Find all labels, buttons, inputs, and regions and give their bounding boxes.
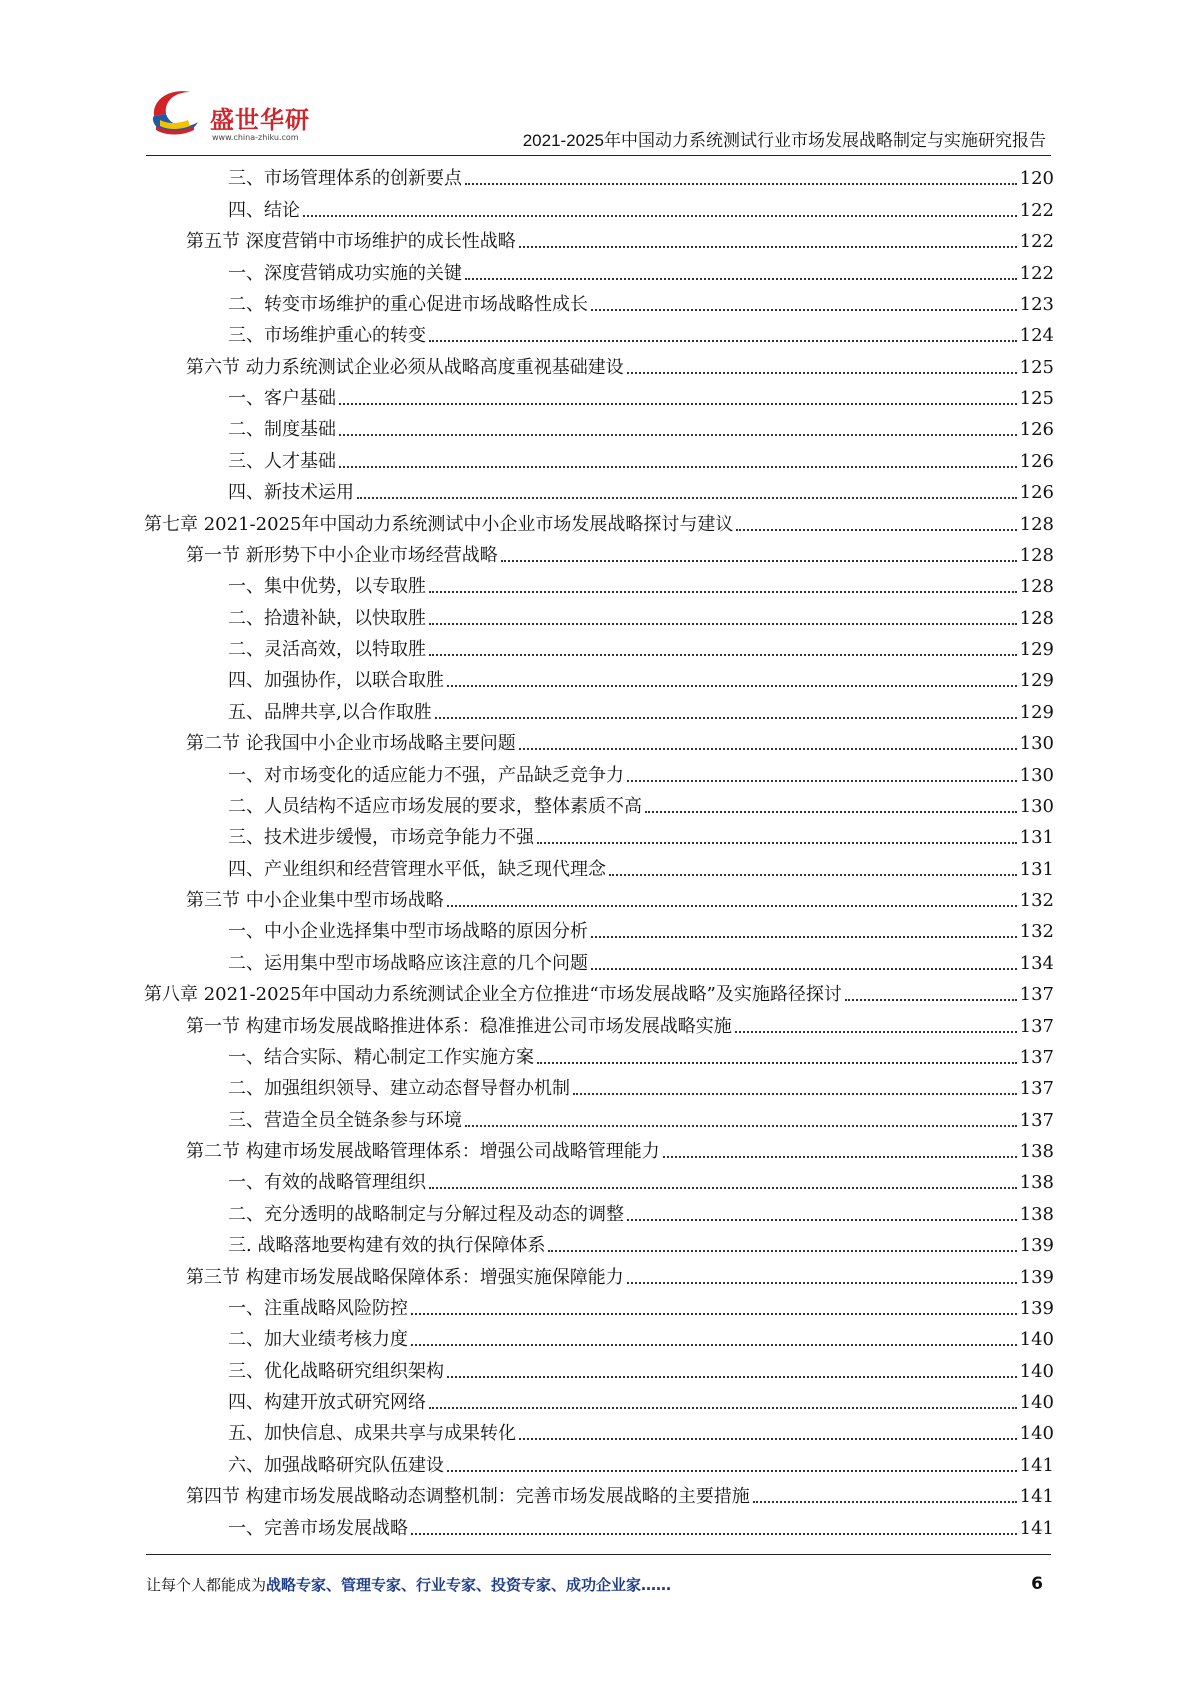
toc-page-number: 130 (1019, 764, 1054, 786)
toc-subsection-entry[interactable] (144, 1290, 1054, 1321)
toc-dot-leader (339, 466, 1017, 468)
toc-entry-title: 第七章 2021-2025年中国动力系统测试中小企业市场发展战略探讨与建议 (144, 513, 734, 535)
toc-dot-leader (591, 309, 1017, 311)
toc-page-number: 137 (1019, 1078, 1054, 1100)
toc-subsection-entry[interactable] (144, 474, 1054, 505)
toc-entry-title: 三、技术进步缓慢，市场竞争能力不强 (228, 827, 534, 849)
toc-page-number: 137 (1019, 984, 1054, 1006)
page-number: 6 (1031, 1574, 1043, 1594)
toc-entry-title: 四、构建开放式研究网络 (228, 1392, 426, 1413)
toc-dot-leader (627, 1219, 1017, 1221)
toc-page-number: 125 (1019, 356, 1054, 378)
toc-subsection-entry[interactable] (144, 599, 1054, 630)
toc-subsection-entry[interactable] (144, 1039, 1054, 1070)
toc-section-entry[interactable] (144, 1258, 1054, 1289)
toc-page-number: 132 (1019, 890, 1054, 911)
toc-dot-leader (465, 1125, 1017, 1127)
toc-entry-title: 二、拾遗补缺，以快取胜 (228, 607, 426, 629)
toc-page-number: 124 (1019, 325, 1054, 347)
toc-page-number: 139 (1019, 1297, 1054, 1319)
toc-entry-title: 第一节 新形势下中小企业市场经营战略 (186, 544, 498, 566)
toc-dot-leader (447, 685, 1017, 687)
toc-page-number: 120 (1019, 168, 1054, 190)
toc-page-number: 129 (1019, 639, 1054, 660)
toc-subsection-entry[interactable] (144, 380, 1054, 411)
toc-page-number: 122 (1019, 199, 1054, 221)
toc-subsection-entry[interactable] (144, 662, 1054, 693)
toc-page-number: 140 (1019, 1329, 1054, 1351)
toc-subsection-entry[interactable] (144, 944, 1054, 975)
toc-subsection-entry[interactable] (144, 819, 1054, 850)
logo-name: 盛世华研 (210, 106, 310, 134)
toc-entry-title: 一、有效的战略管理组织 (228, 1172, 426, 1194)
toc-page-number: 140 (1019, 1360, 1054, 1382)
toc-subsection-entry[interactable] (144, 568, 1054, 599)
toc-dot-leader (663, 1156, 1017, 1158)
toc-subsection-entry[interactable] (144, 1509, 1054, 1540)
toc-dot-leader (645, 811, 1017, 813)
toc-dot-leader (591, 968, 1017, 970)
toc-page-number: 131 (1019, 827, 1054, 849)
toc-page-number: 141 (1019, 1486, 1054, 1508)
toc-entry-title: 四、新技术运用 (228, 482, 354, 504)
toc-page-number: 129 (1019, 701, 1054, 723)
toc-page-number: 125 (1019, 388, 1054, 409)
toc-subsection-entry[interactable] (144, 693, 1054, 724)
toc-entry-title: 二、人员结构不适应市场发展的要求，整体素质不高 (228, 795, 642, 817)
toc-subsection-entry[interactable] (144, 913, 1054, 944)
toc-entry-title: 二、制度基础 (228, 419, 336, 441)
toc-entry-title: 一、完善市场发展战略 (228, 1517, 408, 1539)
toc-subsection-entry[interactable] (144, 1352, 1054, 1383)
toc-subsection-entry[interactable] (144, 1446, 1054, 1477)
toc-section-entry[interactable] (144, 725, 1054, 756)
toc-entry-title: 第三节 中小企业集中型市场战略 (186, 890, 444, 911)
toc-page-number: 122 (1019, 262, 1054, 284)
toc-page-number: 141 (1019, 1517, 1054, 1539)
toc-page-number: 131 (1019, 858, 1054, 880)
toc-entry-title: 一、中小企业选择集中型市场战略的原因分析 (228, 921, 588, 943)
toc-dot-leader (339, 434, 1017, 436)
toc-subsection-entry[interactable] (144, 442, 1054, 473)
toc-page-number: 122 (1019, 231, 1054, 253)
toc-entry-title: 一、客户基础 (228, 388, 336, 409)
table-of-contents (144, 160, 1054, 1541)
toc-entry-title: 二、转变市场维护的重心促进市场战略性成长 (228, 293, 588, 315)
toc-entry-title: 第六节 动力系统测试企业必须从战略高度重视基础建设 (186, 356, 624, 378)
toc-entry-title: 第二节 构建市场发展战略管理体系：增强公司战略管理能力 (186, 1141, 660, 1162)
toc-entry-title: 第二节 论我国中小企业市场战略主要问题 (186, 733, 516, 755)
toc-dot-leader (357, 497, 1017, 499)
toc-page-number: 134 (1019, 952, 1054, 974)
toc-entry-title: 第一节 构建市场发展战略推进体系：稳准推进公司市场发展战略实施 (186, 1015, 732, 1037)
company-logo (146, 84, 316, 146)
toc-dot-leader (537, 842, 1017, 844)
toc-section-entry[interactable] (144, 882, 1054, 913)
toc-dot-leader (735, 1031, 1017, 1033)
toc-entry-title: 二、加强组织领导、建立动态督导督办机制 (228, 1078, 570, 1100)
toc-dot-leader (519, 1438, 1017, 1440)
toc-page-number: 140 (1019, 1392, 1054, 1413)
page-header (146, 84, 1046, 152)
toc-section-entry[interactable] (144, 1478, 1054, 1509)
toc-page-number: 137 (1019, 1046, 1054, 1068)
toc-entry-title: 五、加快信息、成果共享与成果转化 (228, 1423, 516, 1445)
toc-section-entry[interactable] (144, 223, 1054, 254)
toc-dot-leader (736, 529, 1016, 531)
toc-dot-leader (429, 1407, 1017, 1409)
toc-subsection-entry[interactable] (144, 286, 1054, 317)
toc-page-number: 128 (1019, 576, 1054, 598)
toc-page-number: 138 (1019, 1141, 1054, 1162)
toc-dot-leader (339, 403, 1017, 405)
toc-entry-title: 三、市场管理体系的创新要点 (228, 168, 462, 190)
logo-emblem-icon (146, 86, 210, 144)
toc-dot-leader (627, 372, 1017, 374)
toc-entry-title: 四、结论 (228, 199, 300, 221)
toc-entry-title: 三、营造全员全链条参与环境 (228, 1109, 462, 1131)
toc-entry-title: 六、加强战略研究队伍建设 (228, 1454, 444, 1476)
toc-section-entry[interactable] (144, 348, 1054, 379)
toc-dot-leader (609, 874, 1017, 876)
toc-entry-title: 三、市场维护重心的转变 (228, 325, 426, 347)
toc-entry-title: 一、深度营销成功实施的关键 (228, 262, 462, 284)
toc-section-entry[interactable] (144, 537, 1054, 568)
toc-dot-leader (519, 748, 1017, 750)
toc-dot-leader (435, 717, 1017, 719)
toc-dot-leader (537, 1062, 1017, 1064)
toc-subsection-entry[interactable] (144, 1415, 1054, 1446)
toc-entry-title: 三. 战略落地要构建有效的执行保障体系 (228, 1235, 546, 1257)
toc-entry-title: 二、灵活高效，以特取胜 (228, 639, 426, 660)
footer-slogan-lead: 让每个人都能成为 (146, 1576, 267, 1594)
toc-dot-leader (429, 591, 1017, 593)
header-divider (146, 155, 1051, 156)
toc-subsection-entry[interactable] (144, 160, 1054, 191)
toc-subsection-entry[interactable] (144, 254, 1054, 285)
toc-entry-title: 四、加强协作，以联合取胜 (228, 670, 444, 692)
toc-dot-leader (411, 1344, 1017, 1346)
toc-subsection-entry[interactable] (144, 411, 1054, 442)
toc-page-number: 141 (1019, 1454, 1054, 1476)
toc-dot-leader (447, 1470, 1017, 1472)
toc-page-number: 140 (1019, 1423, 1054, 1445)
toc-entry-title: 第五节 深度营销中市场维护的成长性战略 (186, 231, 516, 253)
toc-dot-leader (429, 623, 1017, 625)
toc-page-number: 139 (1019, 1235, 1054, 1257)
toc-page-number: 130 (1019, 733, 1054, 755)
toc-page-number: 128 (1019, 513, 1054, 535)
toc-dot-leader (845, 999, 1017, 1001)
toc-dot-leader (501, 560, 1017, 562)
toc-subsection-entry[interactable] (144, 631, 1054, 662)
toc-dot-leader (591, 936, 1017, 938)
toc-dot-leader (303, 215, 1017, 217)
toc-dot-leader (411, 1313, 1017, 1315)
toc-entry-title: 第八章 2021-2025年中国动力系统测试企业全方位推进“市场发展战略”及实施路径探讨 (144, 984, 842, 1006)
toc-entry-title: 一、对市场变化的适应能力不强，产品缺乏竞争力 (228, 764, 624, 786)
toc-page-number: 123 (1019, 293, 1054, 315)
toc-section-entry[interactable] (144, 1007, 1054, 1038)
toc-entry-title: 三、人才基础 (228, 450, 336, 472)
toc-page-number: 137 (1019, 1109, 1054, 1131)
toc-entry-title: 二、加大业绩考核力度 (228, 1329, 408, 1351)
toc-subsection-entry[interactable] (144, 1321, 1054, 1352)
page-footer (146, 1574, 1051, 1598)
toc-subsection-entry[interactable] (144, 317, 1054, 348)
toc-entry-title: 二、运用集中型市场战略应该注意的几个问题 (228, 952, 588, 974)
toc-subsection-entry[interactable] (144, 1195, 1054, 1226)
toc-chapter-entry[interactable] (144, 505, 1054, 536)
toc-subsection-entry[interactable] (144, 1101, 1054, 1132)
logo-url: www.china-zhiku.com (212, 133, 299, 142)
report-title: 2021-2025年中国动力系统测试行业市场发展战略制定与实施研究报告 (522, 131, 1046, 150)
toc-entry-title: 一、结合实际、精心制定工作实施方案 (228, 1046, 534, 1068)
toc-dot-leader (411, 1533, 1017, 1535)
toc-subsection-entry[interactable] (144, 1070, 1054, 1101)
toc-section-entry[interactable] (144, 1133, 1054, 1164)
toc-page-number: 132 (1019, 921, 1054, 943)
toc-page-number: 138 (1019, 1203, 1054, 1225)
footer-slogan-emphasis: 战略专家、管理专家、行业专家、投资专家、成功企业家…… (266, 1576, 672, 1594)
toc-entry-title: 一、注重战略风险防控 (228, 1297, 408, 1319)
toc-entry-title: 一、集中优势，以专取胜 (228, 576, 426, 598)
toc-dot-leader (429, 1187, 1017, 1189)
toc-dot-leader (447, 905, 1017, 907)
toc-page-number: 126 (1019, 419, 1054, 441)
toc-subsection-entry[interactable] (144, 1384, 1054, 1415)
toc-page-number: 129 (1019, 670, 1054, 692)
toc-dot-leader (429, 654, 1017, 656)
toc-entry-title: 三、优化战略研究组织架构 (228, 1360, 444, 1382)
toc-page-number: 128 (1019, 607, 1054, 629)
toc-entry-title: 二、充分透明的战略制定与分解过程及动态的调整 (228, 1203, 624, 1225)
toc-page-number: 126 (1019, 450, 1054, 472)
toc-subsection-entry[interactable] (144, 191, 1054, 222)
toc-dot-leader (627, 780, 1017, 782)
toc-dot-leader (519, 246, 1017, 248)
toc-page-number: 139 (1019, 1266, 1054, 1288)
toc-dot-leader (465, 278, 1017, 280)
toc-dot-leader (429, 340, 1017, 342)
toc-subsection-entry[interactable] (144, 850, 1054, 881)
toc-dot-leader (465, 183, 1017, 185)
toc-entry-title: 第三节 构建市场发展战略保障体系：增强实施保障能力 (186, 1266, 624, 1288)
toc-page-number: 130 (1019, 795, 1054, 817)
toc-entry-title: 四、产业组织和经营管理水平低，缺乏现代理念 (228, 858, 606, 880)
toc-entry-title: 第四节 构建市场发展战略动态调整机制：完善市场发展战略的主要措施 (186, 1486, 750, 1508)
toc-dot-leader (447, 1376, 1017, 1378)
toc-subsection-entry[interactable] (144, 1227, 1054, 1258)
toc-dot-leader (573, 1093, 1017, 1095)
toc-dot-leader (548, 1250, 1016, 1252)
toc-subsection-entry[interactable] (144, 1164, 1054, 1195)
toc-entry-title: 五、品牌共享,以合作取胜 (228, 701, 432, 723)
toc-dot-leader (753, 1501, 1017, 1503)
footer-divider (146, 1554, 1051, 1555)
toc-subsection-entry[interactable] (144, 788, 1054, 819)
toc-page-number: 137 (1019, 1015, 1054, 1037)
toc-subsection-entry[interactable] (144, 756, 1054, 787)
toc-page-number: 126 (1019, 482, 1054, 504)
toc-page-number: 128 (1019, 544, 1054, 566)
toc-dot-leader (627, 1282, 1017, 1284)
toc-page-number: 138 (1019, 1172, 1054, 1194)
toc-chapter-entry[interactable] (144, 976, 1054, 1007)
